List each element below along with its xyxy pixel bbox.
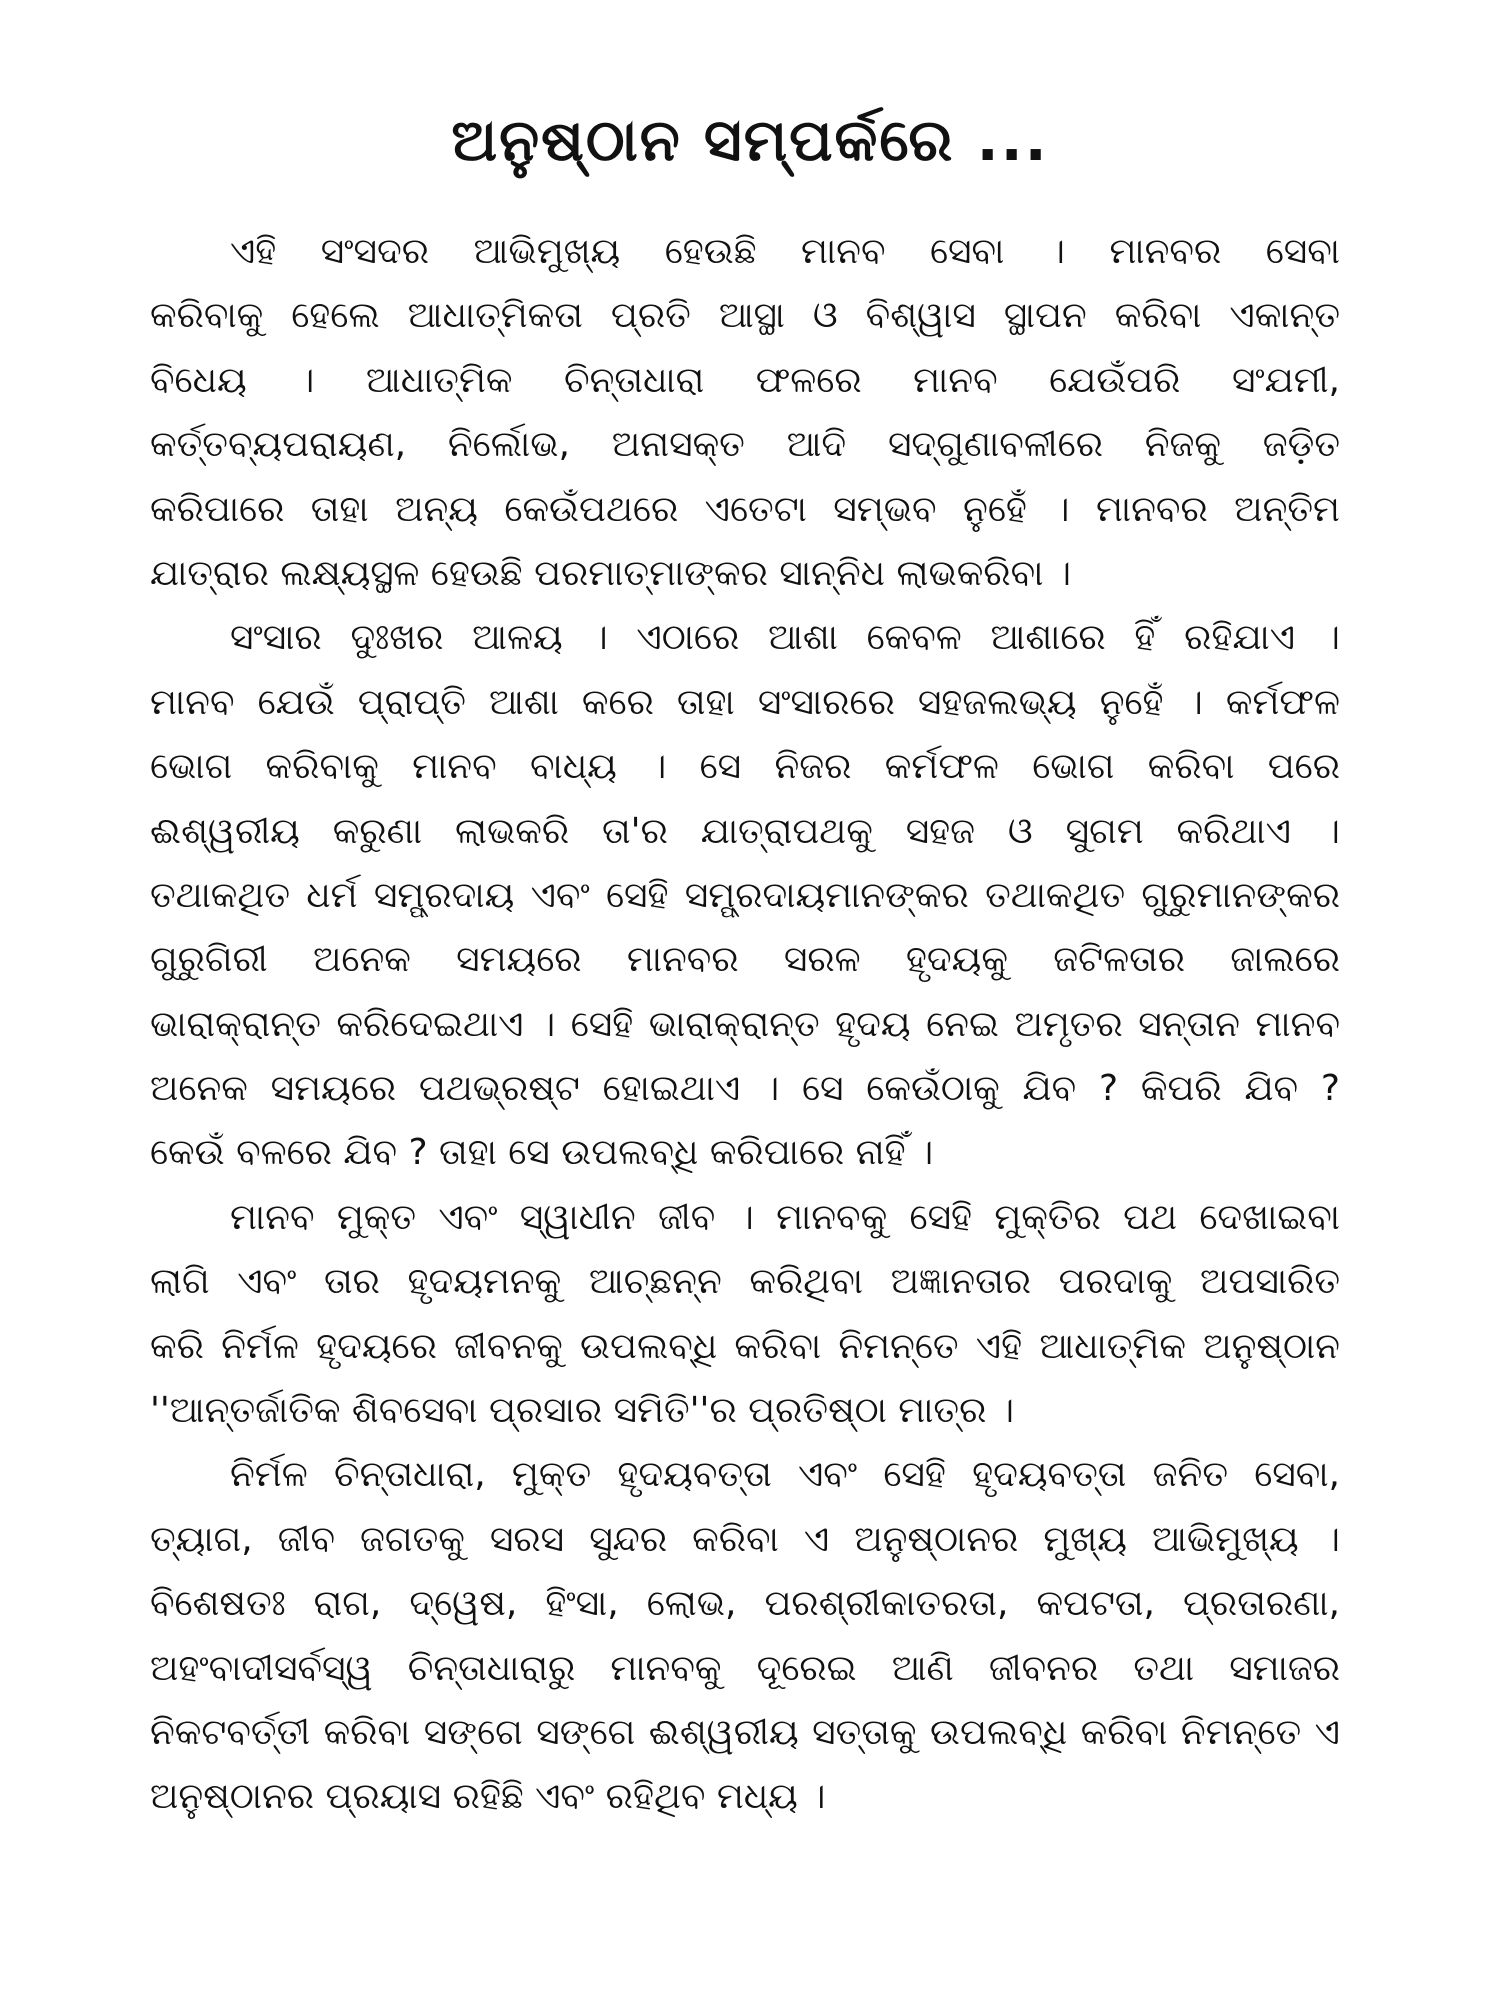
text-line: ଭାରାକ୍ରାନ୍ତ କରିଦେଇଥାଏ । ସେହି ଭାରାକ୍ରାନ୍ତ ହୃଦୟ ନେଇ ଅମୃତର ସନ୍ତାନ ମାନବ xyxy=(150,1003,1340,1045)
text-line: କରିବାକୁ ହେଲେ ଆଧାତ୍ମିକତା ପ୍ରତି ଆସ୍ଥା ଓ ବିଶ୍ୱାସ ସ୍ଥାପନ କରିବା ଏକାନ୍ତ xyxy=(150,295,1340,337)
text-line: ବିଧେୟ । ଆଧାତ୍ମିକ ଚିନ୍ତାଧାରା ଫଳରେ ମାନବ ଯେଉଁପରି ସଂଯମୀ, xyxy=(150,359,1340,401)
text-line: ବିଶେଷତଃ ରାଗ, ଦ୍ୱେଷ, ହିଂସା, ଲୋଭ, ପରଶ୍ରୀକାତରତା, କପଟତା, ପ୍ରତାରଣା, xyxy=(150,1583,1340,1625)
text-line: କର୍ତ୍ତବ୍ୟପରାୟଣ, ନିର୍ଲୋଭ, ଅନାସକ୍ତ ଆଦି ସଦ୍‌ଗୁଣାବଳୀରେ ନିଜକୁ ଜଡ଼ିତ xyxy=(150,424,1340,466)
text-line: ଏହି ସଂସଦର ଆଭିମୁଖ୍ୟ ହେଉଛି ମାନବ ସେବା । ମାନବର ସେବା xyxy=(230,231,1340,272)
text-line: ନିର୍ମଳ ଚିନ୍ତାଧାରା, ମୁକ୍ତ ହୃଦୟବତ୍ତା ଏବଂ ସେହି ହୃଦୟବତ୍ତା ଜନିତ ସେବା, xyxy=(230,1454,1340,1496)
text-line: କରି ନିର୍ମଳ ହୃଦୟରେ ଜୀବନକୁ ଉପଲବ୍ଧି କରିବା ନିମନ୍ତେ ଏହି ଆଧାତ୍ମିକ ଅନୁଷ୍ଠାନ xyxy=(150,1325,1340,1367)
text-line: ଭୋଗ କରିବାକୁ ମାନବ ବାଧ୍ୟ । ସେ ନିଜର କର୍ମଫଳ ଭୋଗ କରିବା ପରେ xyxy=(150,746,1340,788)
text-line: ମାନବ ଯେଉଁ ପ୍ରାପ୍ତି ଆଶା କରେ ତାହା ସଂସାରରେ ସହଜଲଭ୍ୟ ନୁହେଁ । କର୍ମଫଳ xyxy=(150,681,1340,723)
text-line: କେଉଁ ବଳରେ ଯିବ ? ତାହା ସେ ଉପଲବ୍ଧି କରିପାରେ ନାହିଁ । xyxy=(150,1132,934,1174)
text-line: ଲାଗି ଏବଂ ତାର ହୃଦୟମନକୁ ଆଚ୍ଛନ୍ନ କରିଥିବା ଅଜ୍ଞାନତାର ପରଦାକୁ ଅପସାରିତ xyxy=(150,1261,1340,1303)
paragraph-3 xyxy=(150,1186,1340,1444)
text-line: ଅହଂବାଦୀସର୍ବସ୍ୱ ଚିନ୍ତାଧାରାରୁ ମାନବକୁ ଦୂରେଇ ଆଣି ଜୀବନର ତଥା ସମାଜର xyxy=(150,1647,1340,1689)
text-line: ଯାତ୍ରାର ଲକ୍ଷ୍ୟସ୍ଥଳ ହେଉଛି ପରମାତ୍ମାଙ୍କର ସାନ୍ନିଧ ଲାଭକରିବା । xyxy=(150,552,1072,594)
text-line: ମାନବ ମୁକ୍ତ ଏବଂ ସ୍ୱାଧୀନ ଜୀବ । ମାନବକୁ ସେହି ମୁକ୍ତିର ପଥ ଦେଖାଇବା xyxy=(230,1196,1340,1238)
text-line: ତଥାକଥିତ ଧର୍ମ ସମ୍ପ୍ରଦାୟ ଏବଂ ସେହି ସମ୍ପ୍ରଦାୟମାନଙ୍କର ତଥାକଥିତ ଗୁରୁମାନଙ୍କର xyxy=(150,874,1340,916)
text-line: ତ୍ୟାଗ, ଜୀବ ଜଗତକୁ ସରସ ସୁନ୍ଦର କରିବା ଏ ଅନୁଷ୍ଠାନର ମୁଖ୍ୟ ଆଭିମୁଖ୍ୟ । xyxy=(150,1518,1340,1560)
text-line: ଅନେକ ସମୟରେ ପଥଭ୍ରଷ୍ଟ ହୋଇଥାଏ । ସେ କେଉଁଠାକୁ ଯିବ ? କିପରି ଯିବ ? xyxy=(150,1068,1340,1110)
text-line: ଈଶ୍ୱରୀୟ କରୁଣା ଲାଭକରି ତା'ର ଯାତ୍ରାପଥକୁ ସହଜ ଓ ସୁଗମ କରିଥାଏ । xyxy=(150,810,1340,852)
text-line: କରିପାରେ ତାହା ଅନ୍ୟ କେଉଁପଥରେ ଏତେଟା ସମ୍ଭବ ନୁହେଁ । ମାନବର ଅନ୍ତିମ xyxy=(150,488,1340,530)
text-line: ସଂସାର ଦୁଃଖର ଆଳୟ । ଏଠାରେ ଆଶା କେବଳ ଆଶାରେ ହିଁ ରହିଯାଏ । xyxy=(230,617,1340,659)
page-title: ଅନୁଷ୍ଠାନ ସମ୍ପର୍କରେ ... xyxy=(451,106,1049,174)
paragraph-2 xyxy=(150,606,1340,1186)
body-text xyxy=(150,220,1340,1830)
paragraph-1 xyxy=(150,220,1340,606)
text-line: ''ଆନ୍ତର୍ଜାତିକ ଶିବସେବା ପ୍ରସାର ସମିତି''ର ପ୍ରତିଷ୍ଠା ମାତ୍ର । xyxy=(150,1390,1015,1432)
paragraph-4 xyxy=(150,1443,1340,1829)
text-line: ଅନୁଷ୍ଠାନର ପ୍ରୟାସ ରହିଛି ଏବଂ ରହିଥିବ ମଧ୍ୟ । xyxy=(150,1776,826,1818)
text-line: ଗୁରୁଗିରୀ ଅନେକ ସମୟରେ ମାନବର ସରଳ ହୃଦୟକୁ ଜଟିଳତାର ଜାଲରେ xyxy=(150,939,1340,981)
text-line: ନିକଟବର୍ତ୍ତୀ କରିବା ସଙ୍ଗେ ସଙ୍ଗେ ଈଶ୍ୱରୀୟ ସତ୍ତାକୁ ଉପଲବ୍ଧି କରିବା ନିମନ୍ତେ ଏ xyxy=(150,1711,1340,1753)
